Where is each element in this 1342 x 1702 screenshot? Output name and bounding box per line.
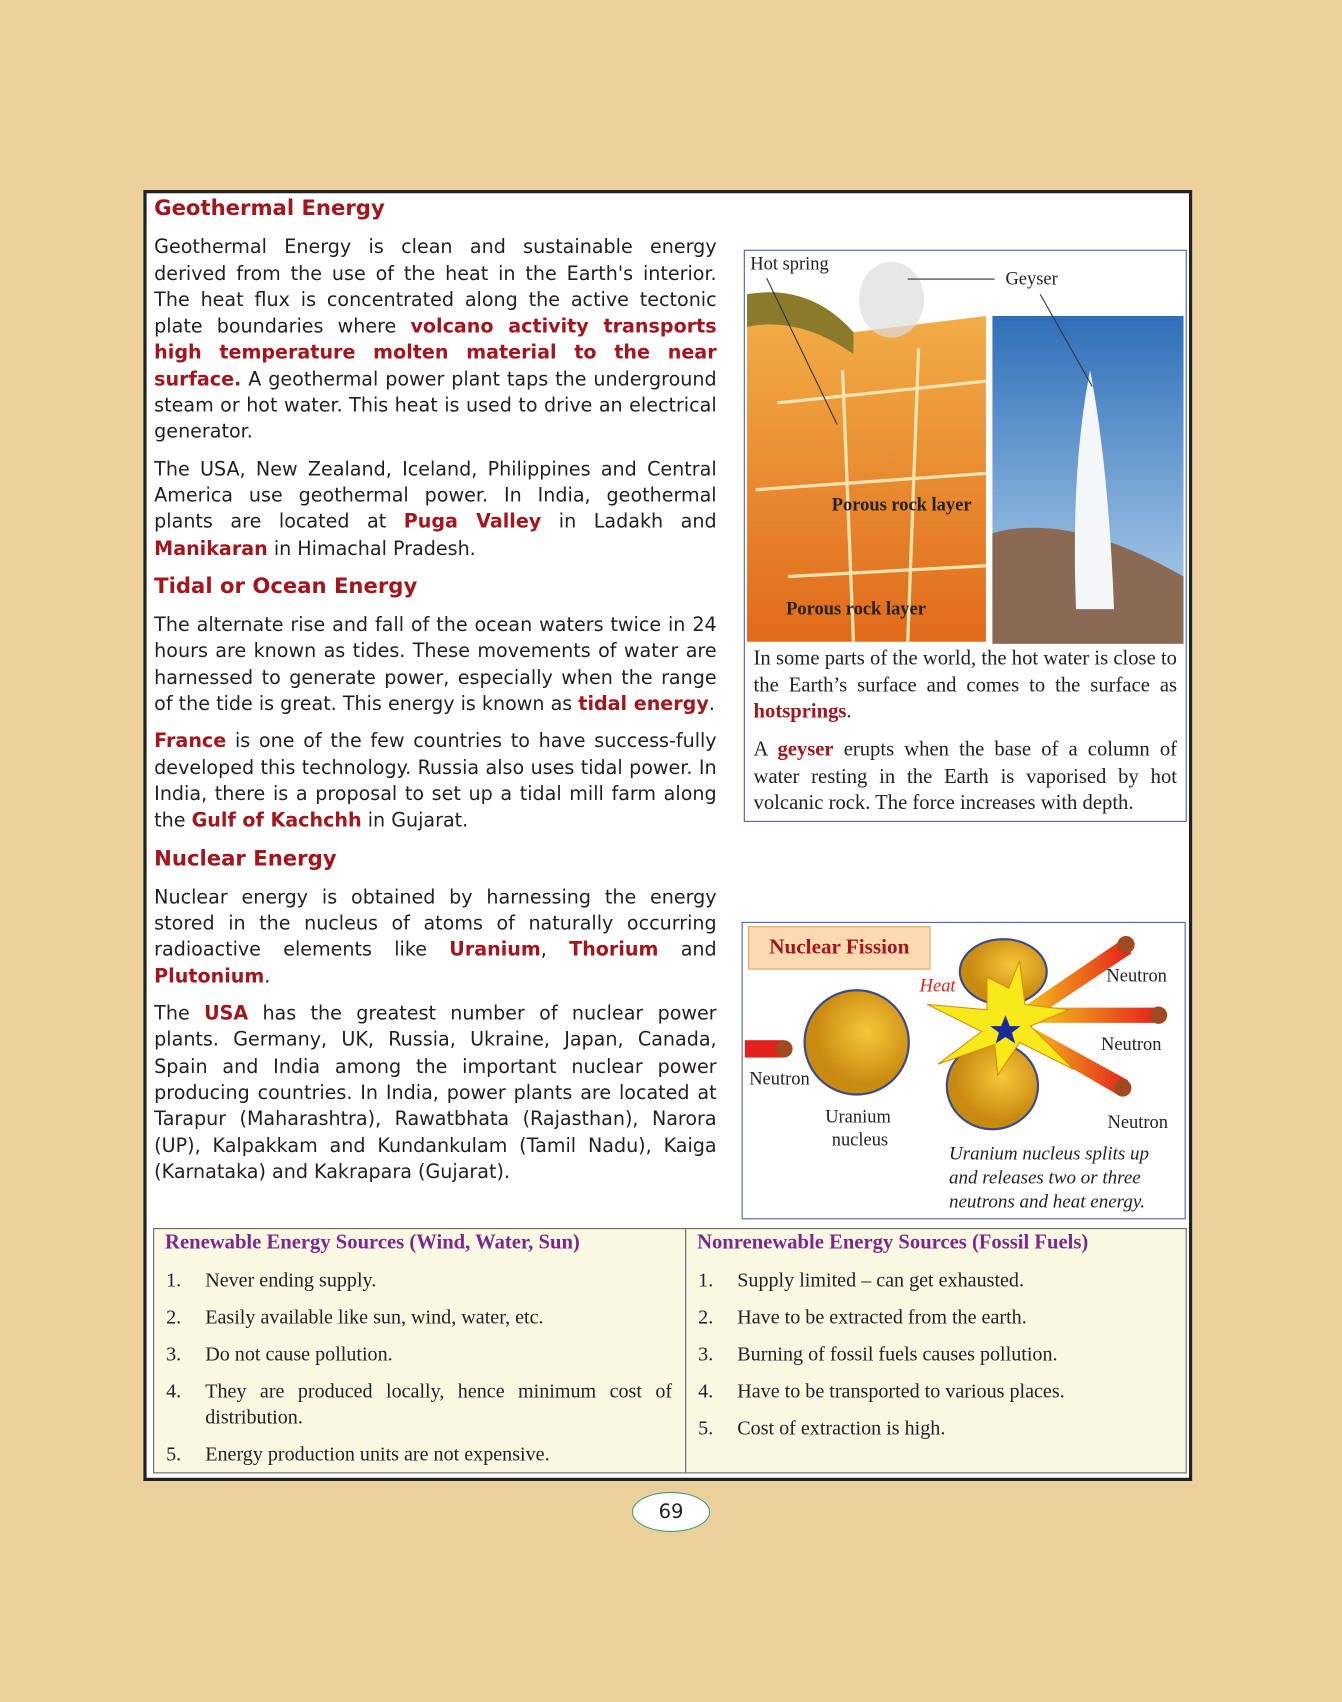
row-text: Have to be transported to various places. [737, 1381, 1065, 1403]
table-row [154, 1442, 685, 1468]
renewable-header: Renewable Energy Sources (Wind, Water, Sun) [165, 1231, 580, 1255]
table-row [154, 1305, 685, 1331]
table-row [154, 1379, 685, 1431]
row-number: 1. [166, 1270, 182, 1293]
highlight: Uranium [449, 939, 541, 962]
geyser-caption [754, 737, 1177, 817]
heat-label: Heat [919, 975, 956, 996]
highlight: Plutonium [154, 966, 265, 988]
row-text: Do not cause pollution. [205, 1344, 393, 1366]
page-number: 69 [632, 1492, 710, 1532]
porous-rock-label: Porous rock layer [831, 494, 972, 515]
text: in Ladakh and [541, 511, 717, 534]
caption-line: neutrons and heat energy. [948, 1190, 1145, 1212]
row-number: 2. [698, 1307, 714, 1330]
geothermal-paragraph-1 [154, 235, 716, 446]
geyser-label: Geyser [1005, 268, 1058, 289]
text: in Gujarat. [361, 810, 469, 832]
text: A [753, 738, 778, 762]
row-text: They are produced locally, hence minimum cost of distribution. [205, 1381, 673, 1429]
nonrenewable-header: Nonrenewable Energy Sources (Fossil Fuels) [697, 1231, 1089, 1255]
row-text: Easily available like sun, wind, water, etc. [205, 1307, 544, 1330]
caption-line: Uranium nucleus splits up [948, 1142, 1150, 1164]
row-number: 2. [166, 1307, 182, 1330]
text: erupts when the base of a column of water resting in the Earth is vaporised by hot volcanic rock. The force increases with depth. [753, 738, 1178, 815]
text: has the greatest number of nuclear power plants. Germany, UK, Russia, Ukraine, Japan, Canada, Spain and India among the important nuclear power producing countries. In India, power plants are located at Tarapur (Maharashtra), Rawatbhata (Rajasthan), Narora (UP), Kalpakkam and Kundankulam (Tamil Nadu), Kaiga (Karnataka) and Kakrapara (Gujarat). [154, 1003, 717, 1184]
row-text: Cost of extraction is high. [737, 1418, 946, 1440]
nuclear-paragraph-2 [154, 1001, 716, 1186]
hot-spring-geyser-illustration [745, 251, 1186, 644]
highlight: Puga Valley [403, 511, 542, 534]
caption-line: and releases two or three [948, 1166, 1141, 1188]
highlight: Gulf of Kachchh [191, 810, 362, 832]
nuclear-paragraph-1 [154, 885, 716, 991]
table-row [154, 1268, 685, 1294]
text: and [658, 939, 717, 962]
highlight: France [154, 731, 227, 753]
highlight: Thorium [569, 939, 659, 962]
text: . [708, 693, 715, 716]
geothermal-figure [744, 250, 1187, 822]
table-row [686, 1379, 1185, 1405]
row-text: Burning of fossil fuels causes pollution. [737, 1344, 1058, 1366]
highlight: volcano activity transports high temperature molten material to the near surface. [154, 316, 717, 391]
geothermal-heading: Geothermal Energy [154, 195, 385, 221]
tidal-paragraph-2 [154, 729, 716, 835]
row-number: 3. [698, 1344, 714, 1366]
neutron-label: Neutron [1107, 1111, 1169, 1133]
neutron-label: Neutron [749, 1068, 810, 1090]
fission-title: Nuclear Fission [748, 926, 930, 969]
table-row [686, 1305, 1185, 1331]
highlight: Manikaran [154, 538, 268, 560]
row-number: 5. [166, 1444, 182, 1466]
hot-spring-label: Hot spring [750, 252, 829, 274]
highlight: tidal energy [578, 693, 709, 716]
row-number: 5. [698, 1418, 714, 1440]
fission-caption [949, 1141, 1149, 1213]
renewable-column [154, 1229, 686, 1472]
hotspring-caption [754, 646, 1177, 726]
table-row [686, 1268, 1185, 1294]
text: The alternate rise and fall of the ocean waters twice in 24 hours are known as tides. These movements of water are harnessed to generate power, especially when the range of the tide is great. This energy is known as [154, 614, 717, 716]
nuclear-fission-figure [742, 922, 1186, 1220]
nucleus-label: nucleus [831, 1129, 889, 1150]
energy-comparison-table [153, 1228, 1187, 1473]
neutron-label: Neutron [1101, 1033, 1162, 1055]
nonrenewable-column [686, 1229, 1185, 1472]
highlight: geyser [777, 738, 834, 762]
table-row [686, 1416, 1185, 1442]
text: . [846, 700, 852, 724]
tidal-heading: Tidal or Ocean Energy [154, 573, 418, 599]
row-number: 4. [698, 1381, 714, 1403]
row-number: 4. [166, 1381, 182, 1403]
row-text: Never ending supply. [205, 1270, 377, 1293]
row-text: Have to be extracted from the earth. [737, 1307, 1027, 1330]
text: The USA, New Zealand, Iceland, Philippines and Central America use geothermal power. In India, geothermal plants are located at [154, 458, 717, 534]
tidal-paragraph-1 [154, 613, 716, 719]
geothermal-paragraph-2 [154, 457, 716, 563]
text: in Himachal Pradesh. [267, 538, 476, 560]
table-row [686, 1342, 1185, 1368]
text: , [540, 939, 570, 962]
neutron-label: Neutron [1106, 965, 1167, 986]
row-text: Energy production units are not expensive. [205, 1444, 550, 1466]
highlight: USA [204, 1003, 249, 1026]
text: . [264, 966, 271, 988]
porous-rock-label: Porous rock layer [786, 598, 926, 619]
geothermal-section [154, 195, 716, 1185]
text: A geothermal power plant taps the underground steam or hot water. This heat is used to drive an electrical generator. [154, 368, 717, 444]
text: Geothermal Energy is clean and sustainable energy derived from the use of the heat in the Earth's interior. The heat flux is concentrated along the active tectonic plate boundaries where [154, 237, 717, 338]
table-row [154, 1342, 685, 1368]
row-number: 3. [166, 1344, 182, 1366]
highlight: hotsprings [753, 700, 847, 724]
uranium-label: Uranium [825, 1106, 891, 1128]
row-text: Supply limited – can get exhausted. [737, 1270, 1025, 1293]
text: is one of the few countries to have success-fully developed this technology. Russia also uses tidal power. In India, there is a proposal to set up a tidal mill farm along the [154, 731, 717, 832]
text: In some parts of the world, the hot water is close to the Earth’s surface and comes to the surface as [753, 647, 1178, 697]
text: Nuclear energy is obtained by harnessing the energy stored in the nucleus of atoms of naturally occurring radioactive elements like [154, 886, 717, 962]
text: The [154, 1003, 205, 1026]
row-number: 1. [698, 1270, 714, 1293]
nuclear-heading: Nuclear Energy [154, 845, 337, 871]
